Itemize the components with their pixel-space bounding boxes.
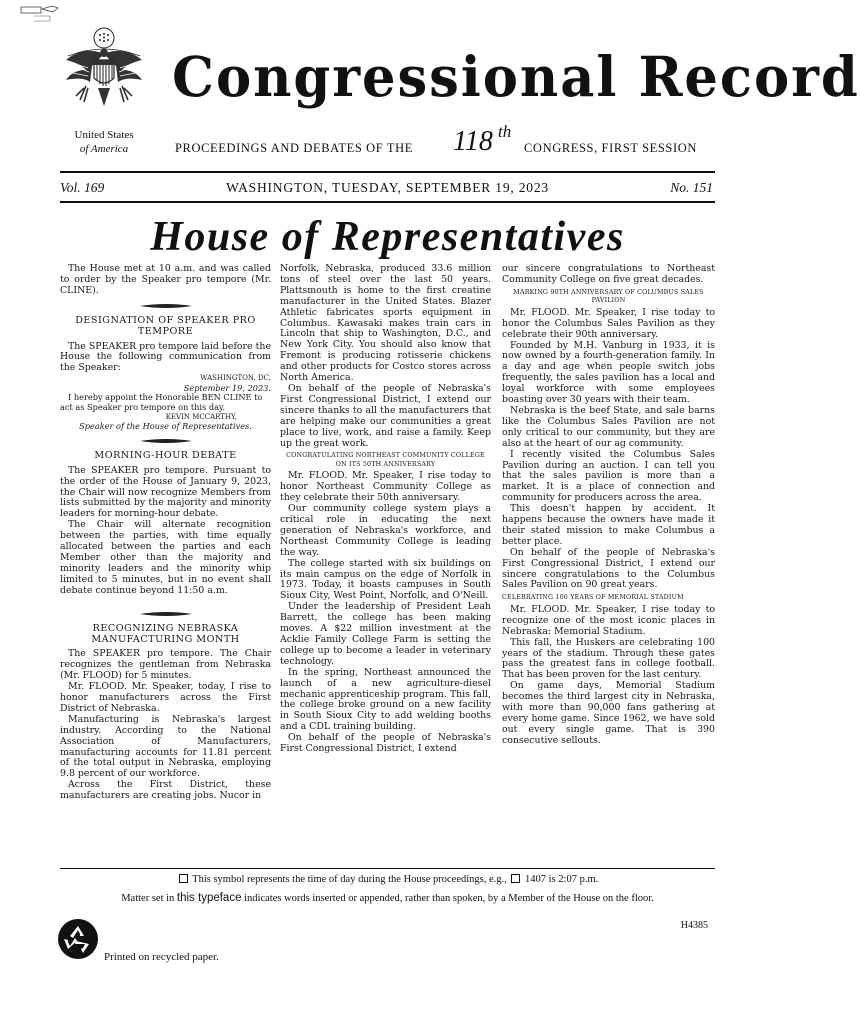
bullet-square-icon	[511, 874, 520, 883]
congress-suffix: th	[498, 122, 512, 141]
section-heading: DESIGNATION OF SPEAKER PRO TEMPORE	[75, 314, 256, 337]
paragraph: This fall, the Huskers are celebrating 100 years of the stadium. Through these gates pass the greatest fans in college football. That has been proven for the last century.	[502, 636, 715, 681]
paragraph: This doesn't happen by accident. It happens because the owners have made it their stated mission to make Columbus a better place.	[502, 503, 715, 547]
paragraph: Mr. FLOOD. Mr. Speaker, today, I rise to honor manufacturers across the First District of Nebraska.	[60, 681, 271, 714]
issue-number: No. 151	[670, 180, 713, 195]
paragraph: On behalf of the people of Nebraska's First Congressional District, I extend our sincere thanks to all the manufacturers that are helping make our communities a great place to live, work, and raise a family. Keep up the great work.	[280, 382, 491, 449]
paragraph: Mr. FLOOD. Mr. Speaker, I rise today to honor the Columbus Sales Pavilion as they celebrate their 90th anniversary.	[502, 306, 715, 340]
paragraph: Our community college system plays a critical role in educating the next generation of Nebraska's workforce, and Northeast Community College is leading the way.	[280, 503, 491, 558]
proceedings-text-a: PROCEEDINGS AND DEBATES OF THE	[175, 141, 413, 155]
legend-text-1b: 1407 is 2:07 p.m.	[525, 874, 599, 885]
letter-date: September 19, 2023.	[183, 382, 271, 393]
section-divider-ornament	[140, 303, 192, 309]
text-column-2	[280, 264, 491, 755]
letter-signer: KEVIN MCCARTHY,	[165, 412, 237, 421]
bullet-square-icon	[179, 874, 188, 883]
paragraph: The SPEAKER pro tempore laid before the House the following communication from the Speaker:	[60, 340, 271, 374]
legend-typeface-sample: this typeface	[176, 892, 242, 904]
section-heading: MARKING 90TH ANNIVERSARY OF COLUMBUS SALES PAVILION	[513, 288, 704, 305]
proceedings-text-b: CONGRESS, FIRST SESSION	[524, 141, 697, 155]
footer-legend	[60, 873, 715, 906]
letter-body: I hereby appoint the Honorable BEN CLINE to act as Speaker pro tempore on this day.	[60, 392, 263, 413]
header-rule-top	[60, 171, 715, 173]
paragraph: The SPEAKER pro tempore. Pursuant to the order of the House of January 9, 2023, the Chair will now recognize Members from lists submitted by the majority and minority leaders for morning-hour debate.	[60, 464, 271, 520]
seal-caption-line-2: of America	[79, 143, 129, 155]
section-heading: CELEBRATING 100 YEARS OF MEMORIAL STADIUM	[502, 594, 684, 602]
paragraph: On behalf of the people of Nebraska's First Congressional District, I extend our sincere congratulations to the Columbus Sales Pavilion on 90 great years.	[502, 546, 715, 591]
section-heading: MORNING-HOUR DEBATE	[94, 449, 237, 461]
recycled-notice: Printed on recycled paper.	[104, 951, 219, 963]
page-number: H4385	[680, 920, 708, 931]
paragraph: Across the First District, these manufacturers are creating jobs. Nucor in	[60, 779, 271, 802]
section-divider-ornament	[140, 611, 192, 617]
paragraph: The SPEAKER pro tempore. The Chair recognizes the gentleman from Nebraska (Mr. FLOOD) for 5 minutes.	[60, 648, 271, 682]
corner-stamp-icon	[20, 4, 60, 24]
letter-signer-title: Speaker of the House of Representatives.	[79, 421, 252, 432]
legend-text-2a: Matter set in	[121, 893, 175, 904]
section-heading: CONGRATULATING NORTHEAST COMMUNITY COLLEGE ON ITS 50TH ANNIVERSARY	[286, 452, 485, 468]
legend-text-1a: This symbol represents the time of day during the House proceedings, e.g.,	[192, 874, 507, 885]
paragraph: Under the leadership of President Leah Barrett, the college has been making moves. A $22 million investment at the Acklie Family College Farm is setting the college up to become a leader in veterinary technology.	[280, 601, 491, 667]
paragraph: I recently visited the Columbus Sales Pavilion during an auction. I can tell you that the sales pavilion is more than a market. It is a place of connection and community for producers across the area.	[502, 448, 715, 504]
paragraph: The Chair will alternate recognition between the parties, with time equally allocated between the parties and each Member other than the majority and minority leaders and the minority whip limited to 5 minutes, but in no event shall debate continue beyond 11:50 a.m.	[60, 519, 271, 596]
header-rule-bottom	[60, 201, 715, 203]
great-seal-icon	[62, 26, 146, 118]
paragraph: our sincere congratulations to Northeast Community College on five great decades.	[502, 263, 715, 285]
section-heading: RECOGNIZING NEBRASKA MANUFACTURING MONTH	[91, 622, 240, 645]
masthead-title: Congressional Record	[172, 44, 860, 109]
paragraph: Manufacturing is Nebraska's largest industry. According to the National Association of Manufacturers, manufacturing accounts for 11.81 percent of the total output in Nebraska, employing 9.8 percent of our workforce.	[60, 713, 271, 780]
recycle-icon	[57, 918, 99, 960]
volume-number: Vol. 169	[60, 180, 105, 195]
seal-caption	[48, 128, 160, 156]
paragraph: The college started with six buildings on its main campus on the edge of Norfolk in 1973. Today, it boasts campuses in South Sioux City, West Point, Norfolk, and O'Neill.	[280, 557, 491, 602]
paragraph: On game days, Memorial Stadium becomes the third largest city in Nebraska, with more than 90,000 fans gathering at every home game. Since 1962, we have sold out every single game. That is 390 consecutive sellouts.	[502, 680, 715, 746]
paragraph: Norfolk, Nebraska, produced 33.6 million tons of steel over the last 50 years. Plattsmouth is home to the first creatine manufacturer in the United States. Blazer Athletic fabricates sports equipment in Columbus. Kawasaki makes train cars in Lincoln that ship to Washington, D.C., and New York City. You should also know that Fremont is producing rotisserie chickens and other products for Costco stores across North America.	[280, 263, 491, 384]
paragraph: Mr. FLOOD. Mr. Speaker, I rise today to recognize one of the most iconic places in Nebraska: Memorial Stadium.	[502, 603, 715, 637]
text-column-1	[60, 264, 271, 802]
dateline: WASHINGTON, TUESDAY, SEPTEMBER 19, 2023	[226, 180, 549, 195]
paragraph: Mr. FLOOD. Mr. Speaker, I rise today to honor Northeast Community College as they celebrate their 50th anniversary.	[280, 470, 491, 504]
letter-location: WASHINGTON, DC,	[200, 374, 271, 383]
paragraph: Founded by M.H. Vanburg in 1933, it is now owned by a fourth-generation family. In a day and age when people switch jobs frequently, the sales pavilion has a local and loyal workforce with some employees boasting over 30 years with their team.	[502, 339, 715, 406]
paragraph: In the spring, Northeast announced the launch of a new agriculture-diesel mechanic apprenticeship program. This fall, the college broke ground on a new facility in South Sioux City to add welding booths and a CDL training building.	[280, 666, 491, 733]
paragraph: Nebraska is the beef State, and sale barns like the Columbus Sales Pavilion are not only critical to our community, but they are also at the heart of our ag community.	[502, 404, 715, 449]
text-column-3	[502, 264, 715, 747]
section-divider-ornament	[140, 438, 192, 444]
proceedings-line	[175, 122, 720, 164]
footer-rule	[60, 868, 715, 869]
issue-line	[60, 180, 715, 198]
congress-number: 118	[453, 126, 493, 157]
legend-line-2	[60, 891, 715, 906]
legend-line-1	[60, 873, 715, 887]
seal-caption-line-1: United States	[74, 129, 134, 141]
paragraph: On behalf of the people of Nebraska's First Congressional District, I extend	[280, 732, 491, 755]
paragraph: The House met at 10 a.m. and was called to order by the Speaker pro tempore (Mr. CLINE).	[60, 263, 271, 296]
legend-text-2c: indicates words inserted or appended, rather than spoken, by a Member of the House on the floor.	[244, 893, 654, 904]
chamber-title: House of Representatives	[150, 214, 625, 260]
